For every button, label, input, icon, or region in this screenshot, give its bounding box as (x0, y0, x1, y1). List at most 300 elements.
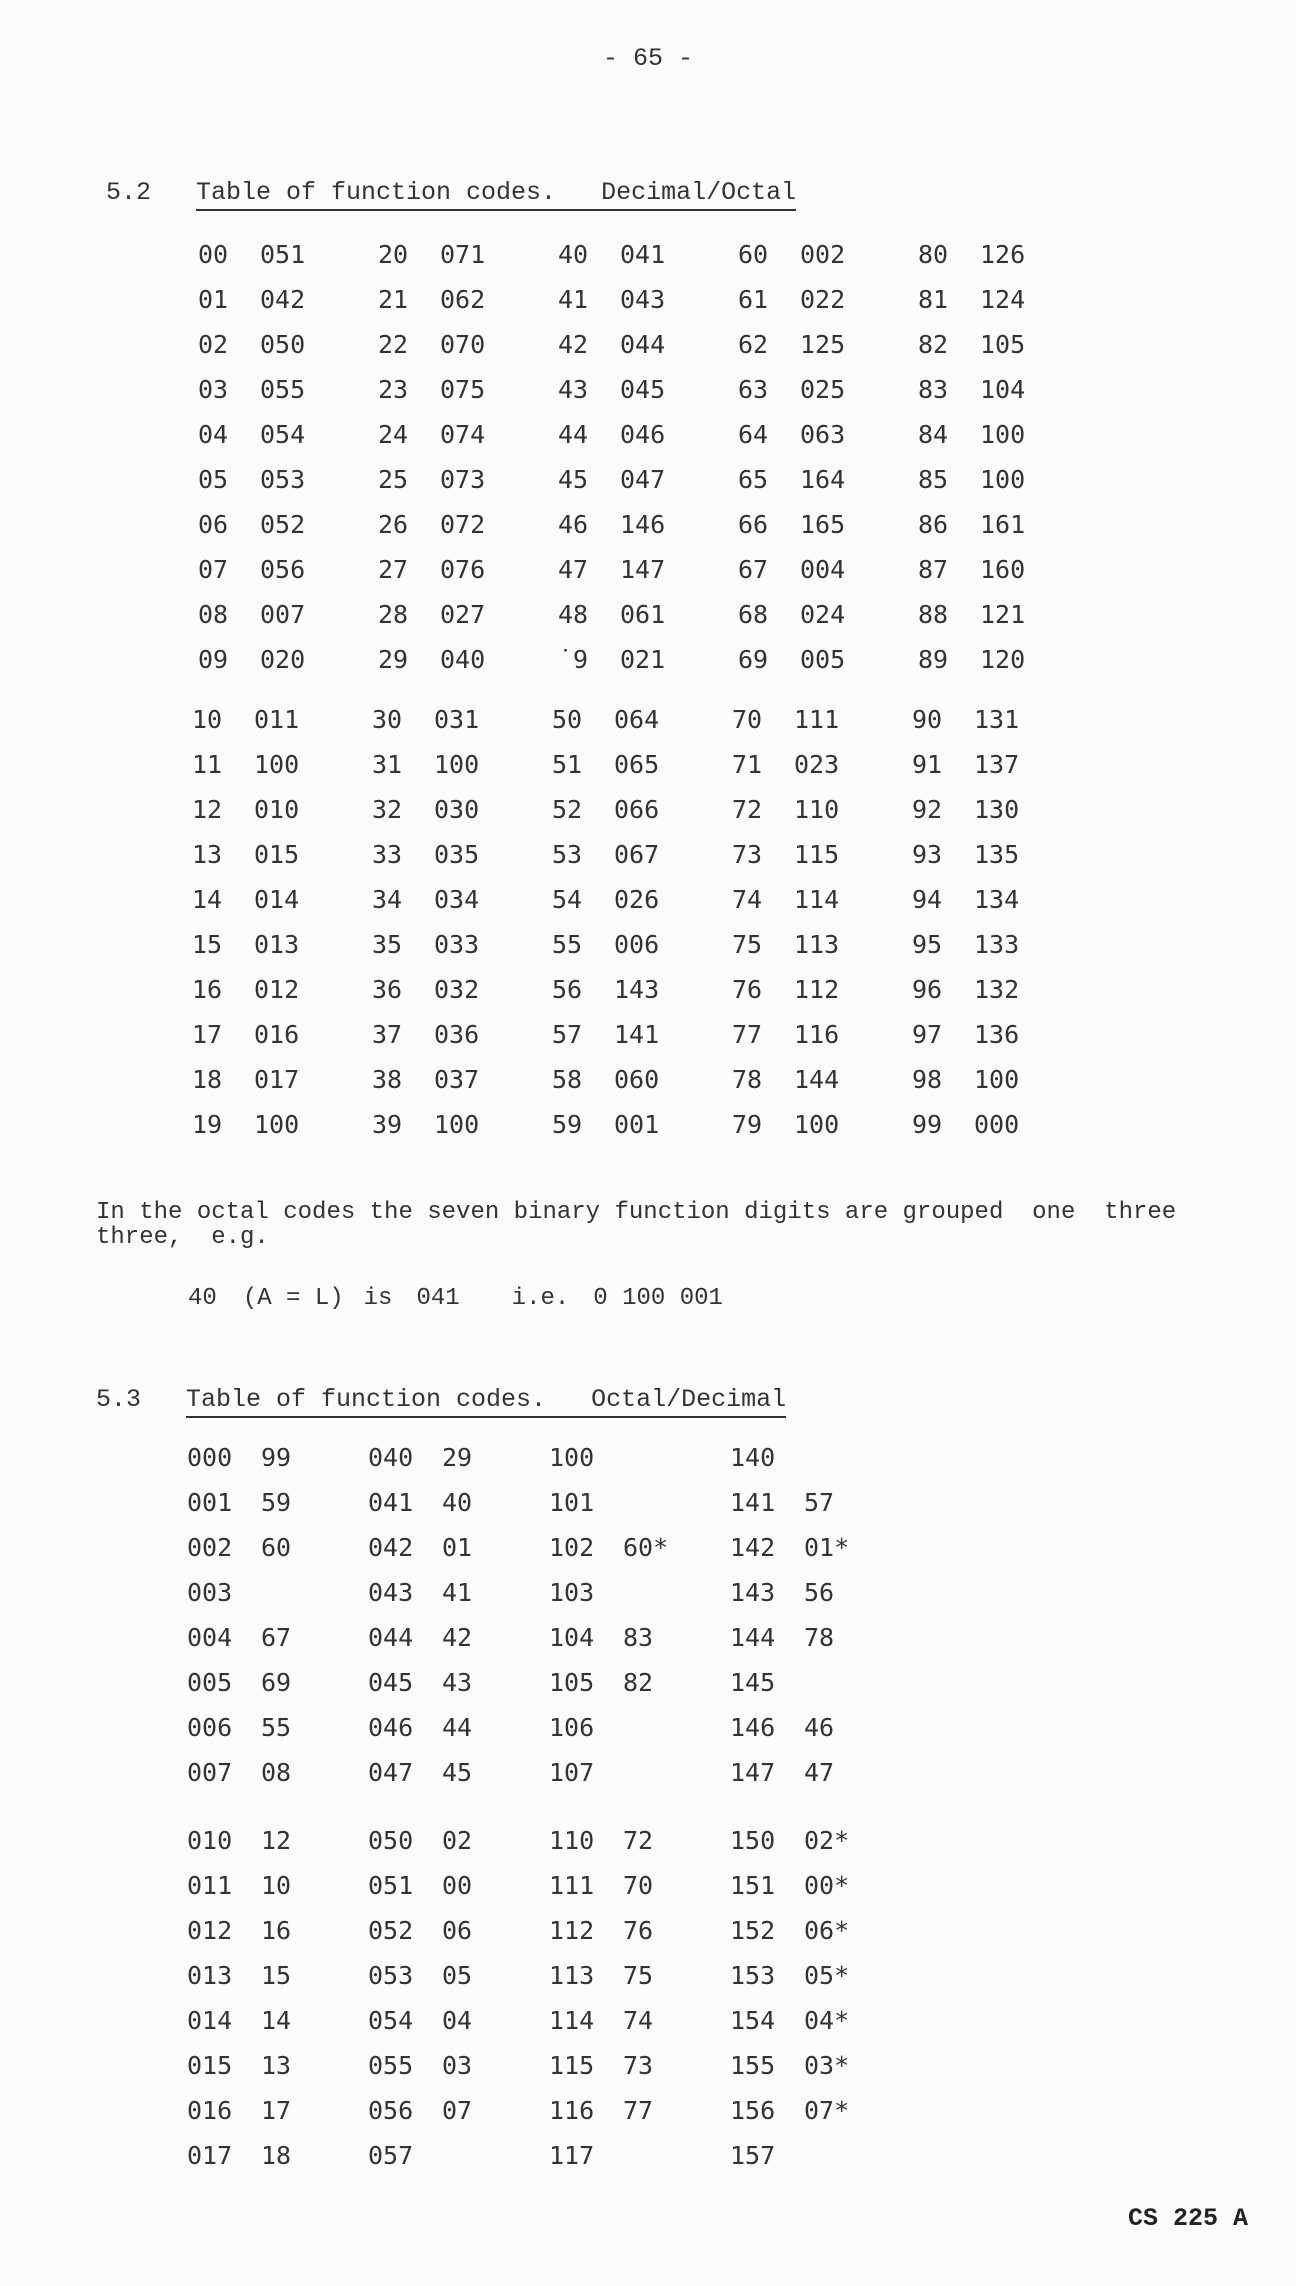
code-value: 75 (623, 1961, 654, 1990)
code-value: 062 (440, 285, 486, 314)
code-value: 005 (800, 645, 846, 674)
code-key: 112 (549, 1916, 595, 1945)
code-pair (918, 637, 1098, 682)
code-value: 007 (260, 600, 306, 629)
code-key: 22 (378, 330, 409, 359)
table-column (368, 1818, 549, 2178)
table-column (368, 1435, 549, 1795)
code-key: 92 (912, 795, 943, 824)
code-key: 53 (552, 840, 583, 869)
code-key: 054 (368, 2006, 414, 2035)
code-value: 026 (614, 885, 660, 914)
code-pair (368, 1818, 549, 1863)
code-value: 74 (623, 2006, 654, 2035)
code-pair (918, 232, 1098, 277)
code-pair (552, 877, 732, 922)
code-value: 067 (614, 840, 660, 869)
code-key: 19 (192, 1110, 223, 1139)
code-pair (738, 592, 918, 637)
code-pair (187, 1660, 368, 1705)
code-key: 156 (730, 2096, 776, 2125)
code-key: 011 (187, 1871, 233, 1900)
code-pair (372, 877, 552, 922)
code-value: 12 (261, 1826, 292, 1855)
code-value: 147 (620, 555, 666, 584)
code-pair (558, 232, 738, 277)
code-value: 134 (974, 885, 1020, 914)
code-pair (549, 1998, 730, 2043)
code-pair (372, 832, 552, 877)
code-value: 066 (614, 795, 660, 824)
code-key: 47 (558, 555, 589, 584)
code-key: 40 (558, 240, 589, 269)
code-pair (187, 1525, 368, 1570)
code-pair (738, 277, 918, 322)
code-value: 18 (261, 2141, 292, 2170)
code-value: 050 (260, 330, 306, 359)
code-pair (192, 1057, 372, 1102)
code-pair (730, 1480, 911, 1525)
code-pair (730, 2088, 911, 2133)
code-key: 003 (187, 1578, 233, 1607)
code-pair (192, 922, 372, 967)
code-key: 93 (912, 840, 943, 869)
code-value: 124 (980, 285, 1026, 314)
code-key: 99 (912, 1110, 943, 1139)
code-value: 021 (620, 645, 666, 674)
code-value: 064 (614, 705, 660, 734)
code-pair (192, 967, 372, 1012)
code-value: 13 (261, 2051, 292, 2080)
code-pair (912, 697, 1092, 742)
code-pair (918, 412, 1098, 457)
code-value: 06 (442, 1916, 473, 1945)
code-value: 111 (794, 705, 840, 734)
code-pair (198, 232, 378, 277)
code-pair (730, 1953, 911, 1998)
code-key: 045 (368, 1668, 414, 1697)
code-value: 08 (261, 1758, 292, 1787)
code-key: 042 (368, 1533, 414, 1562)
code-key: 141 (730, 1488, 776, 1517)
table-column (187, 1435, 368, 1795)
code-value: 006 (614, 930, 660, 959)
code-value: 120 (980, 645, 1026, 674)
code-value: 05 (442, 1961, 473, 1990)
code-pair (368, 1570, 549, 1615)
code-pair (187, 1750, 368, 1795)
code-value: 002 (800, 240, 846, 269)
code-pair (549, 2043, 730, 2088)
code-pair (558, 502, 738, 547)
code-key: 102 (549, 1533, 595, 1562)
code-pair (558, 277, 738, 322)
code-key: 111 (549, 1871, 595, 1900)
code-pair (368, 1660, 549, 1705)
code-key: 58 (552, 1065, 583, 1094)
code-value: 041 (620, 240, 666, 269)
code-value: 023 (794, 750, 840, 779)
code-key: 113 (549, 1961, 595, 1990)
code-value: 113 (794, 930, 840, 959)
code-pair (558, 592, 738, 637)
code-value: 121 (980, 600, 1026, 629)
code-key: 98 (912, 1065, 943, 1094)
example-binary: 0 100 001 (593, 1285, 723, 1312)
code-pair (368, 1525, 549, 1570)
code-key: 004 (187, 1623, 233, 1652)
code-pair (198, 412, 378, 457)
code-value: 012 (254, 975, 300, 1004)
code-key: 61 (738, 285, 769, 314)
code-key: 02 (198, 330, 229, 359)
code-pair (732, 697, 912, 742)
code-key: 145 (730, 1668, 776, 1697)
code-key: 117 (549, 2141, 595, 2170)
code-value: 045 (620, 375, 666, 404)
code-key: 010 (187, 1826, 233, 1855)
code-pair (187, 1480, 368, 1525)
code-pair (738, 367, 918, 412)
code-key: 37 (372, 1020, 403, 1049)
code-pair (558, 322, 738, 367)
code-value: 112 (794, 975, 840, 1004)
code-value: 133 (974, 930, 1020, 959)
code-value: 100 (794, 1110, 840, 1139)
code-pair (372, 697, 552, 742)
code-value: 125 (800, 330, 846, 359)
code-key: 91 (912, 750, 943, 779)
code-value: 04 (442, 2006, 473, 2035)
code-key: 45 (558, 465, 589, 494)
code-key: 041 (368, 1488, 414, 1517)
code-value: 030 (434, 795, 480, 824)
code-key: 86 (918, 510, 949, 539)
code-key: 23 (378, 375, 409, 404)
code-value: 060 (614, 1065, 660, 1094)
code-key: 76 (732, 975, 763, 1004)
code-key: 103 (549, 1578, 595, 1607)
code-value: 144 (794, 1065, 840, 1094)
code-key: 147 (730, 1758, 776, 1787)
code-value: 052 (260, 510, 306, 539)
code-key: 36 (372, 975, 403, 1004)
code-value: 00* (804, 1871, 850, 1900)
code-value: 04* (804, 2006, 850, 2035)
code-value: 15 (261, 1961, 292, 1990)
code-value: 00 (442, 1871, 473, 1900)
code-pair (187, 1818, 368, 1863)
code-value: 100 (254, 1110, 300, 1139)
code-value: 135 (974, 840, 1020, 869)
section-number: 5.2 (106, 178, 152, 207)
code-value: 73 (623, 2051, 654, 2080)
code-pair (198, 502, 378, 547)
code-value: 131 (974, 705, 1020, 734)
code-pair (187, 1953, 368, 1998)
code-pair (912, 922, 1092, 967)
section-5-3-heading (96, 1385, 786, 1418)
code-pair (368, 1615, 549, 1660)
code-value: 70 (623, 1871, 654, 1900)
code-key: 155 (730, 2051, 776, 2080)
code-key: 012 (187, 1916, 233, 1945)
code-pair (552, 1102, 732, 1147)
table-column (912, 697, 1092, 1147)
code-value: 074 (440, 420, 486, 449)
code-pair (549, 1863, 730, 1908)
code-key: 90 (912, 705, 943, 734)
code-pair (552, 697, 732, 742)
code-pair (738, 322, 918, 367)
code-value: 160 (980, 555, 1026, 584)
code-value: 022 (800, 285, 846, 314)
code-key: 60 (738, 240, 769, 269)
code-key: 82 (918, 330, 949, 359)
table-column (372, 697, 552, 1147)
code-value: 01* (804, 1533, 850, 1562)
example-expression: (A = L) (242, 1285, 344, 1312)
code-pair (549, 1570, 730, 1615)
code-key: 34 (372, 885, 403, 914)
code-value: 41 (442, 1578, 473, 1607)
page-number: - 65 - (602, 44, 693, 73)
code-key: 015 (187, 2051, 233, 2080)
code-key: 13 (192, 840, 223, 869)
code-value: 14 (261, 2006, 292, 2035)
code-value: 99 (261, 1443, 292, 1472)
code-pair (372, 1012, 552, 1057)
table-column (187, 1818, 368, 2178)
code-value: 046 (620, 420, 666, 449)
code-value: 46 (804, 1713, 835, 1742)
code-key: 151 (730, 1871, 776, 1900)
code-pair (378, 547, 558, 592)
code-pair (372, 967, 552, 1012)
code-value: 165 (800, 510, 846, 539)
code-value: 056 (260, 555, 306, 584)
code-pair (192, 832, 372, 877)
code-pair (378, 367, 558, 412)
code-pair (368, 2133, 549, 2178)
code-key: 002 (187, 1533, 233, 1562)
code-value: 072 (440, 510, 486, 539)
code-key: 94 (912, 885, 943, 914)
code-pair (372, 922, 552, 967)
code-pair (912, 742, 1092, 787)
code-key: 11 (192, 750, 223, 779)
section-title: Table of function codes. Decimal/Octal (196, 178, 796, 211)
code-value: 116 (794, 1020, 840, 1049)
code-pair (378, 502, 558, 547)
code-key: 32 (372, 795, 403, 824)
code-value: 72 (623, 1826, 654, 1855)
code-value: 60 (261, 1533, 292, 1562)
code-value: 073 (440, 465, 486, 494)
code-key: 20 (378, 240, 409, 269)
code-pair (368, 1435, 549, 1480)
code-pair (912, 1102, 1092, 1147)
code-key: 80 (918, 240, 949, 269)
code-key: 88 (918, 600, 949, 629)
code-pair (198, 637, 378, 682)
code-key: 57 (552, 1020, 583, 1049)
code-pair (198, 322, 378, 367)
code-pair (198, 547, 378, 592)
code-pair (552, 742, 732, 787)
code-pair (549, 1435, 730, 1480)
code-pair (368, 1705, 549, 1750)
code-value: 013 (254, 930, 300, 959)
code-value: 55 (261, 1713, 292, 1742)
code-value: 027 (440, 600, 486, 629)
code-value: 115 (794, 840, 840, 869)
code-value: 16 (261, 1916, 292, 1945)
table-column (552, 697, 732, 1147)
code-value: 044 (620, 330, 666, 359)
code-value: 054 (260, 420, 306, 449)
code-value: 070 (440, 330, 486, 359)
code-key: 005 (187, 1668, 233, 1697)
code-value: 07* (804, 2096, 850, 2125)
code-key: 100 (549, 1443, 595, 1472)
code-value: 065 (614, 750, 660, 779)
code-pair (372, 1057, 552, 1102)
code-value: 03 (442, 2051, 473, 2080)
code-value: 100 (974, 1065, 1020, 1094)
code-pair (738, 637, 918, 682)
code-value: 055 (260, 375, 306, 404)
code-pair (730, 2043, 911, 2088)
code-pair (730, 2133, 911, 2178)
code-pair (732, 742, 912, 787)
code-value: 05* (804, 1961, 850, 1990)
code-pair (730, 1660, 911, 1705)
code-value: 17 (261, 2096, 292, 2125)
code-pair (378, 322, 558, 367)
code-pair (187, 1908, 368, 1953)
example-ie: i.e. (511, 1285, 570, 1312)
code-key: 50 (552, 705, 583, 734)
code-key: 84 (918, 420, 949, 449)
code-pair (187, 1570, 368, 1615)
code-key: 107 (549, 1758, 595, 1787)
code-value: 141 (614, 1020, 660, 1049)
code-key: 68 (738, 600, 769, 629)
code-value: 020 (260, 645, 306, 674)
code-value: 075 (440, 375, 486, 404)
code-value: 034 (434, 885, 480, 914)
code-pair (738, 457, 918, 502)
code-value: 143 (614, 975, 660, 1004)
code-value: 47 (804, 1758, 835, 1787)
code-value: 105 (980, 330, 1026, 359)
code-key: 047 (368, 1758, 414, 1787)
code-value: 10 (261, 1871, 292, 1900)
code-pair (549, 1908, 730, 1953)
code-key: 055 (368, 2051, 414, 2080)
table-column (378, 232, 558, 682)
code-pair (368, 2088, 549, 2133)
code-value: 010 (254, 795, 300, 824)
code-value: 77 (623, 2096, 654, 2125)
code-key: 050 (368, 1826, 414, 1855)
code-key: 04 (198, 420, 229, 449)
code-value: 02 (442, 1826, 473, 1855)
code-pair (558, 547, 738, 592)
code-key: 110 (549, 1826, 595, 1855)
code-pair (730, 1435, 911, 1480)
code-key: 25 (378, 465, 409, 494)
code-value: 136 (974, 1020, 1020, 1049)
code-key: 67 (738, 555, 769, 584)
code-key: 017 (187, 2141, 233, 2170)
code-value: 076 (440, 555, 486, 584)
code-key: 101 (549, 1488, 595, 1517)
code-value: 024 (800, 600, 846, 629)
code-pair (912, 1012, 1092, 1057)
code-pair (187, 2133, 368, 2178)
code-value: 053 (260, 465, 306, 494)
code-pair (192, 1102, 372, 1147)
code-value: 063 (800, 420, 846, 449)
code-key: 104 (549, 1623, 595, 1652)
code-key: 59 (552, 1110, 583, 1139)
code-key: 63 (738, 375, 769, 404)
code-key: 75 (732, 930, 763, 959)
code-pair (378, 232, 558, 277)
code-key: 140 (730, 1443, 776, 1472)
table-column (192, 697, 372, 1147)
code-pair (198, 277, 378, 322)
code-key: 105 (549, 1668, 595, 1697)
document-code: CS 225 A (1127, 2204, 1248, 2233)
code-pair (738, 502, 918, 547)
code-key: 70 (732, 705, 763, 734)
code-key: 08 (198, 600, 229, 629)
code-value: 037 (434, 1065, 480, 1094)
code-value: 82 (623, 1668, 654, 1697)
code-pair (187, 1615, 368, 1660)
code-pair (549, 1953, 730, 1998)
code-key: 146 (730, 1713, 776, 1742)
table-column (738, 232, 918, 682)
code-value: 02* (804, 1826, 850, 1855)
code-value: 42 (442, 1623, 473, 1652)
code-value: 161 (980, 510, 1026, 539)
table-column (549, 1818, 730, 2178)
code-value: 45 (442, 1758, 473, 1787)
code-key: 03 (198, 375, 229, 404)
code-pair (187, 1705, 368, 1750)
code-key: 044 (368, 1623, 414, 1652)
code-pair (558, 637, 738, 682)
code-key: 30 (372, 705, 403, 734)
code-pair (730, 1525, 911, 1570)
code-value: 033 (434, 930, 480, 959)
code-pair (549, 1480, 730, 1525)
code-key: 97 (912, 1020, 943, 1049)
code-pair (368, 1953, 549, 1998)
example-line (188, 1285, 723, 1312)
code-key: 14 (192, 885, 223, 914)
code-pair (552, 1012, 732, 1057)
code-key: 65 (738, 465, 769, 494)
code-pair (552, 787, 732, 832)
code-value: 100 (980, 420, 1026, 449)
code-key: 07 (198, 555, 229, 584)
code-key: 00 (198, 240, 229, 269)
